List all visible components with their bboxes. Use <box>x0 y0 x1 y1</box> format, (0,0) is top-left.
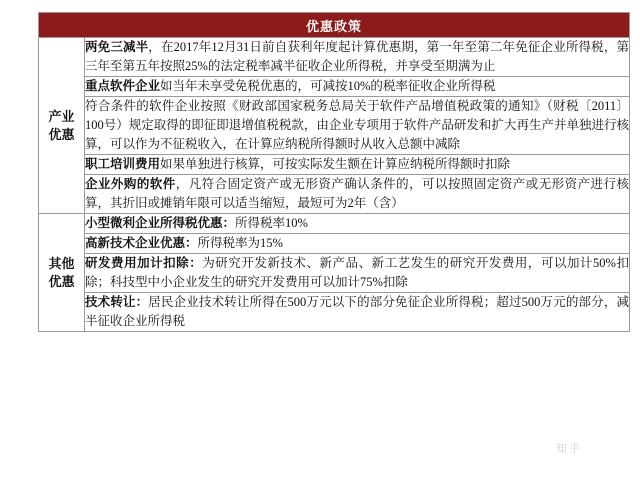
category-cell-other <box>39 214 85 332</box>
policy-cell <box>85 77 630 97</box>
policy-cell <box>85 254 630 293</box>
policy-term: 研发费用加计扣除： <box>85 256 203 270</box>
policy-term: 小型微利企业所得税优惠： <box>85 216 236 230</box>
table-row <box>39 234 630 254</box>
table-row <box>39 293 630 332</box>
policy-text: 如果单独进行核算，可按实际发生额在计算应纳税所得额时扣除 <box>160 157 511 171</box>
table-header-row <box>39 13 630 38</box>
policy-cell <box>85 293 630 332</box>
table-row <box>39 214 630 234</box>
category-line-1: 其他 <box>48 255 75 271</box>
policy-text: 所得税率10% <box>235 216 308 230</box>
policy-term: 两免三减半 <box>85 40 149 54</box>
table-row <box>39 97 630 155</box>
policy-text: ，在2017年12月31日前自获利年度起计算优惠期，第一年至第二年免征企业所得税，第三年至第五年按照25%的法定税率减半征收企业所得税，并享受至期满为止 <box>85 40 629 73</box>
policy-term: 高新技术企业优惠： <box>85 236 198 250</box>
policy-term: 职工培训费用 <box>85 157 161 171</box>
policy-term: 企业外购的软件 <box>85 177 176 191</box>
table-row <box>39 38 630 77</box>
policy-term: 重点软件企业 <box>85 79 161 93</box>
category-line-2: 优惠 <box>48 126 75 142</box>
category-cell-industry <box>39 38 85 214</box>
table-row <box>39 155 630 175</box>
policy-term: 技术转让： <box>85 295 149 309</box>
table-row <box>39 77 630 97</box>
policy-text: ，凡符合固定资产或无形资产确认条件的，可以按照固定资产或无形资产进行核算，其折旧或摊销年限可以适当缩短，最短可为2年（含） <box>85 177 629 210</box>
policy-text: 为研究开发新技术、新产品、新工艺发生的研究开发费用，可以加计50%扣除；科技型中小企业发生的研究开发费用可以加计75%扣除 <box>85 256 629 289</box>
policy-text: 符合条件的软件企业按照《财政部国家税务总局关于软件产品增值税政策的通知》（财税〔2011〕100号）规定取得的即征即退增值税税款，由企业专项用于软件产品研发和扩大再生产并单独进行核算，可以作为不征税收入，在计算应纳税所得额时从收入总额中减除 <box>85 99 629 151</box>
policy-cell <box>85 234 630 254</box>
watermark: 知乎 <box>556 443 582 455</box>
category-line-1: 产业 <box>48 108 75 124</box>
policy-text: 所得税率为15% <box>197 236 283 250</box>
policy-cell <box>85 38 630 77</box>
policy-cell <box>85 214 630 234</box>
policy-cell <box>85 175 630 214</box>
policy-cell <box>85 155 630 175</box>
policy-text: 如当年未享受免税优惠的，可减按10%的税率征收企业所得税 <box>160 79 496 93</box>
category-line-2: 优惠 <box>48 273 75 289</box>
policy-table <box>38 12 630 332</box>
policy-cell <box>85 97 630 155</box>
table-header-title: 优惠政策 <box>39 13 630 38</box>
table-row <box>39 254 630 293</box>
table-row <box>39 175 630 214</box>
policy-text: 居民企业技术转让所得在500万元以下的部分免征企业所得税；超过500万元的部分，减半征收企业所得税 <box>85 295 629 328</box>
